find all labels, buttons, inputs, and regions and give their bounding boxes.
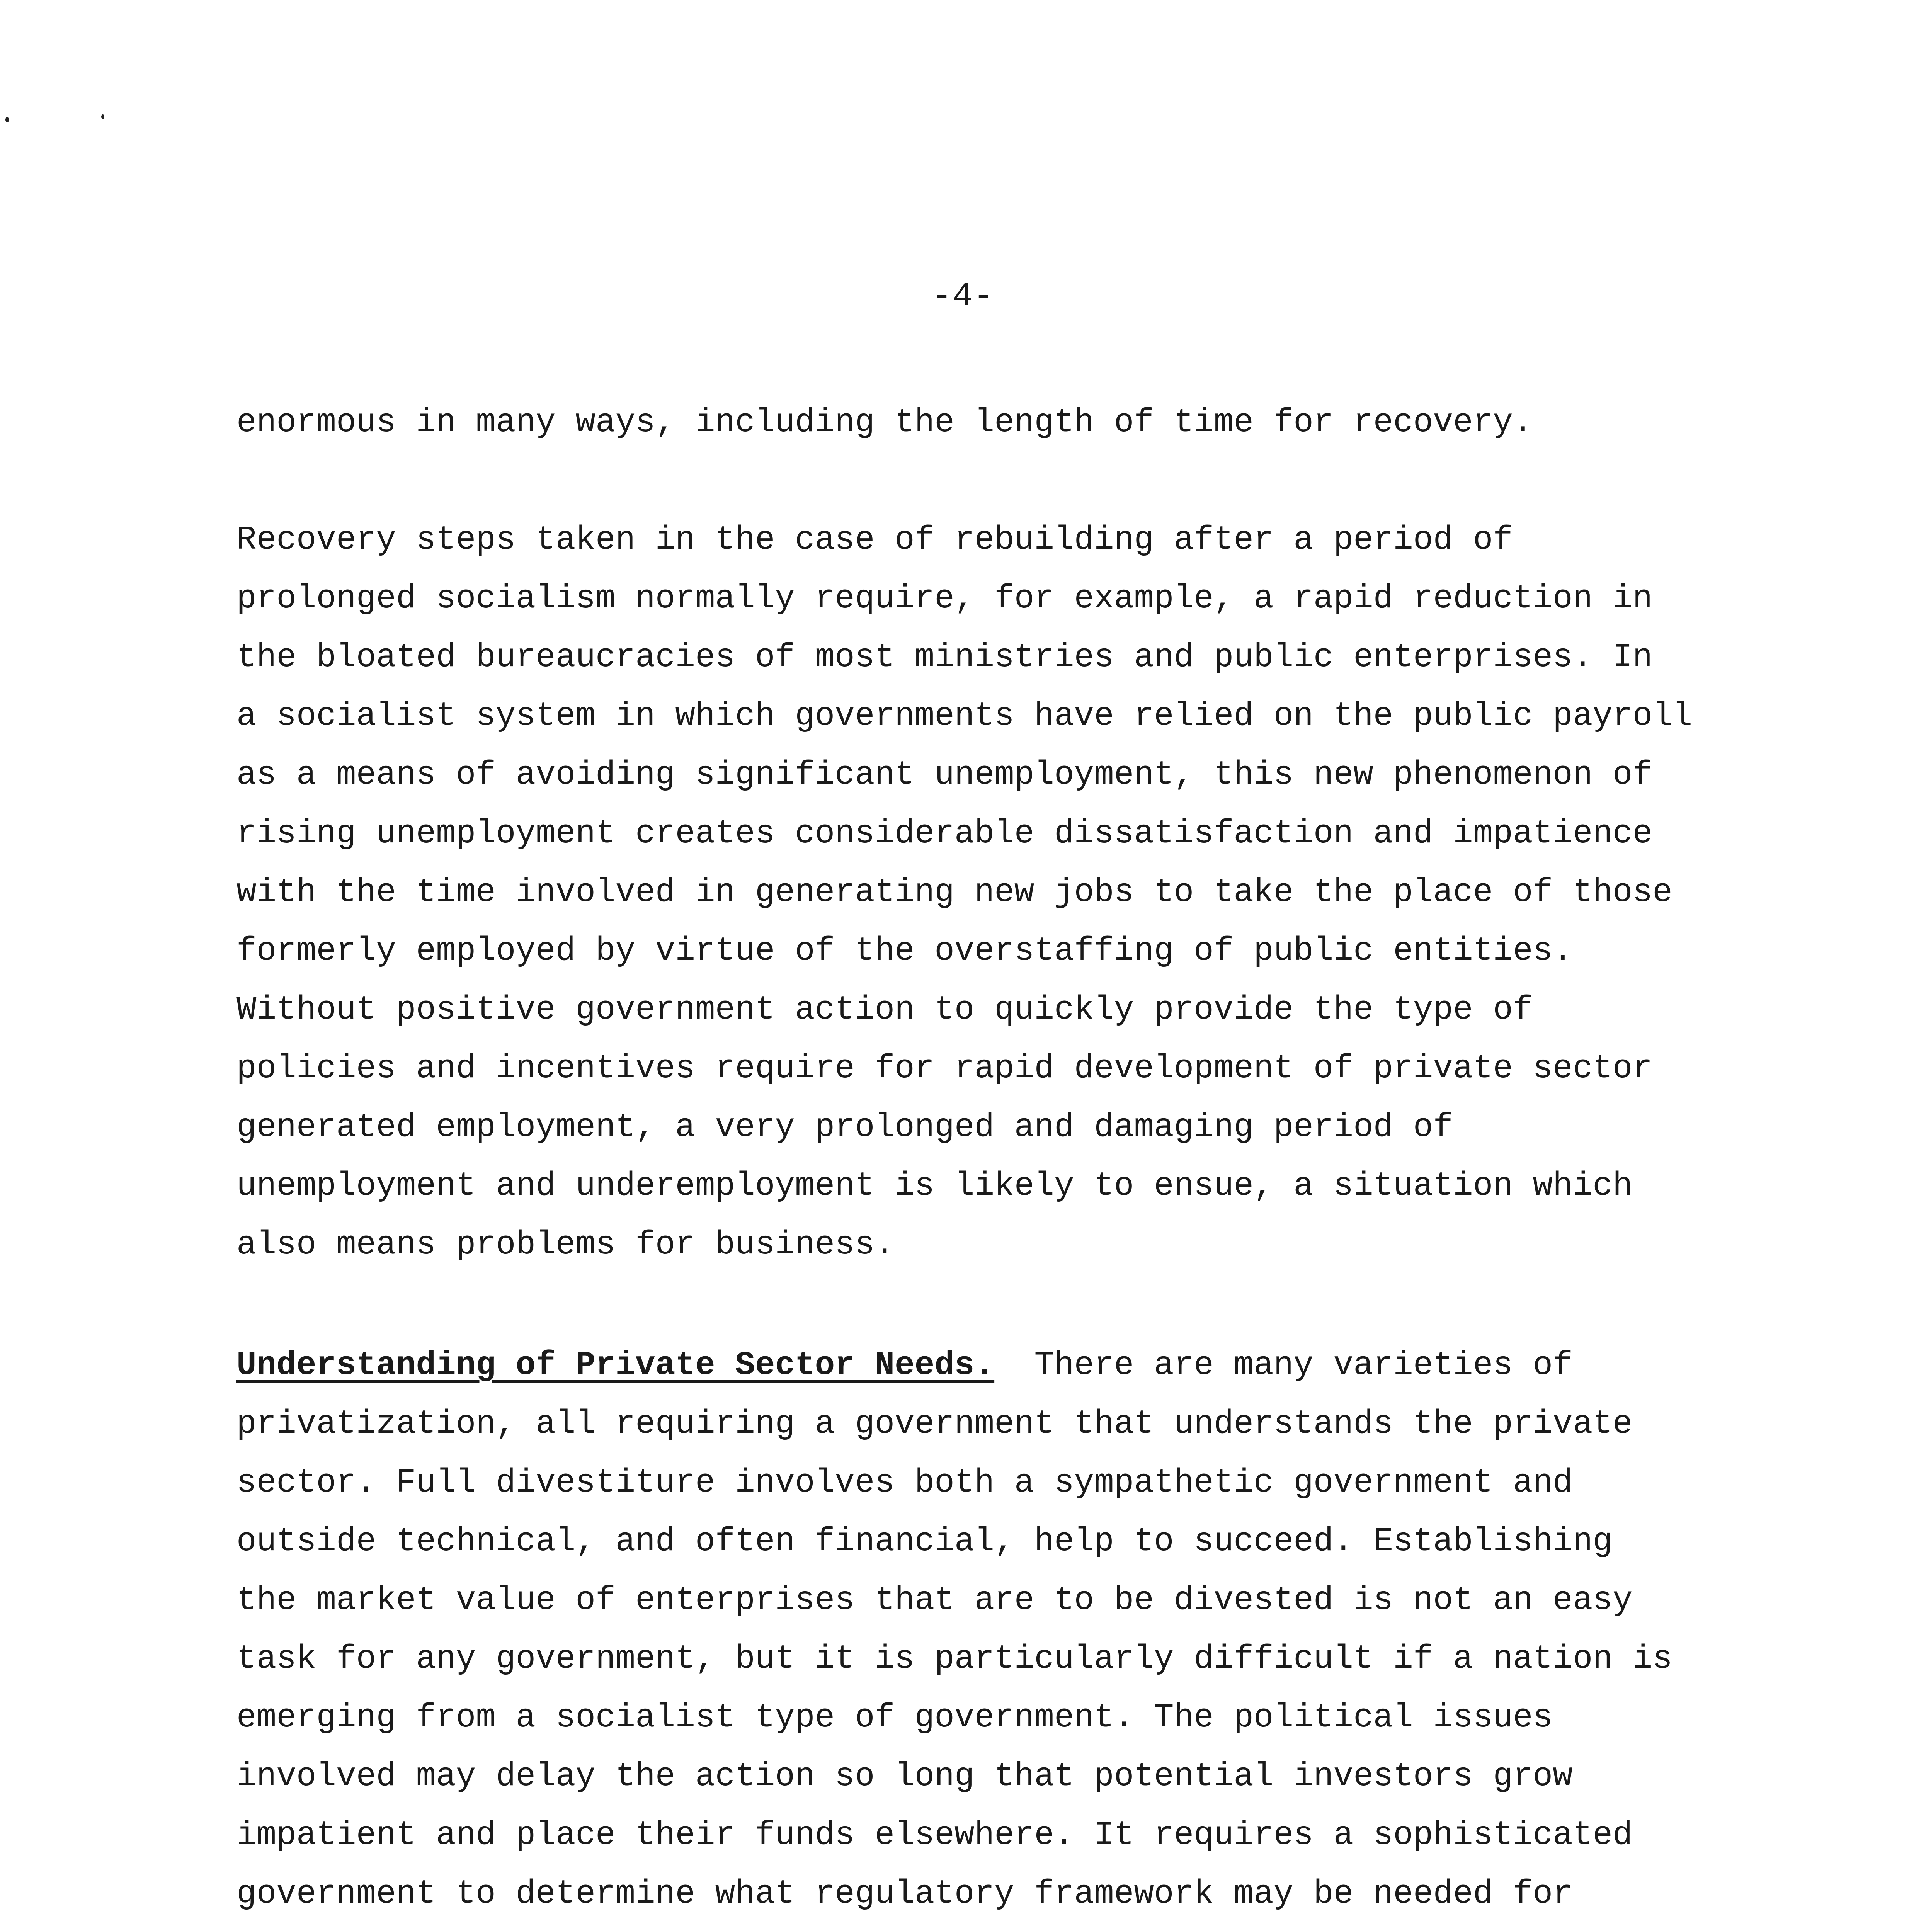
text-line: Without positive government action to quickly provide the type of: [236, 991, 1533, 1029]
text-line: emerging from a socialist type of government. The political issues: [236, 1699, 1553, 1736]
text-line: task for any government, but it is particularly difficult if a nation is: [236, 1640, 1672, 1678]
text-line: Recovery steps taken in the case of rebuilding after a period of: [236, 521, 1513, 559]
scan-mark: [101, 114, 104, 119]
section-heading: Understanding of Private Sector Needs.: [236, 1346, 995, 1384]
text-line: [236, 1923, 1860, 1932]
text-line: unemployment and underemployment is likely to ensue, a situation which: [236, 1167, 1633, 1205]
text-line: involved may delay the action so long that potential investors grow: [236, 1757, 1573, 1795]
text-line: also means problems for business.: [236, 1226, 895, 1264]
text-line: formerly employed by virtue of the overstaffing of public entities.: [236, 932, 1573, 970]
text-line: privatization, all requiring a government that understands the private: [236, 1405, 1633, 1443]
text-line: government to determine what regulatory framework may be needed for: [236, 1875, 1573, 1913]
text-line: the market value of enterprises that are to be divested is not an easy: [236, 1581, 1633, 1619]
paragraph-continuation: [236, 393, 1860, 452]
heading-line-continuation: There are many varieties of: [994, 1346, 1573, 1384]
text-line: a socialist system in which governments have relied on the public payroll: [236, 697, 1693, 735]
text-line: enormous in many ways, including the length of time for recovery.: [236, 403, 1533, 441]
paragraph-private-sector-needs: [236, 1336, 1860, 1932]
text-line: sector. Full divestiture involves both a sympathetic government and: [236, 1464, 1573, 1502]
text-line: [236, 1336, 1860, 1395]
text-line: prolonged socialism normally require, for example, a rapid reduction in: [236, 580, 1653, 617]
text-line: the bloated bureaucracies of most ministries and public enterprises. In: [236, 638, 1653, 676]
text-line: policies and incentives require for rapid development of private sector: [236, 1049, 1653, 1087]
page-number: -4-: [932, 277, 994, 315]
text-line: generated employment, a very prolonged and damaging period of: [236, 1108, 1453, 1146]
text-line: rising unemployment creates considerable dissatisfaction and impatience: [236, 815, 1653, 852]
text-line: impatient and place their funds elsewhere. It requires a sophisticated: [236, 1816, 1633, 1854]
scan-mark: [5, 117, 9, 122]
paragraph-recovery-steps: [236, 510, 1860, 1274]
text-line: outside technical, and often financial, help to succeed. Establishing: [236, 1522, 1613, 1560]
text-line: as a means of avoiding significant unemployment, this new phenomenon of: [236, 756, 1653, 794]
text-line: with the time involved in generating new jobs to take the place of those: [236, 873, 1672, 911]
